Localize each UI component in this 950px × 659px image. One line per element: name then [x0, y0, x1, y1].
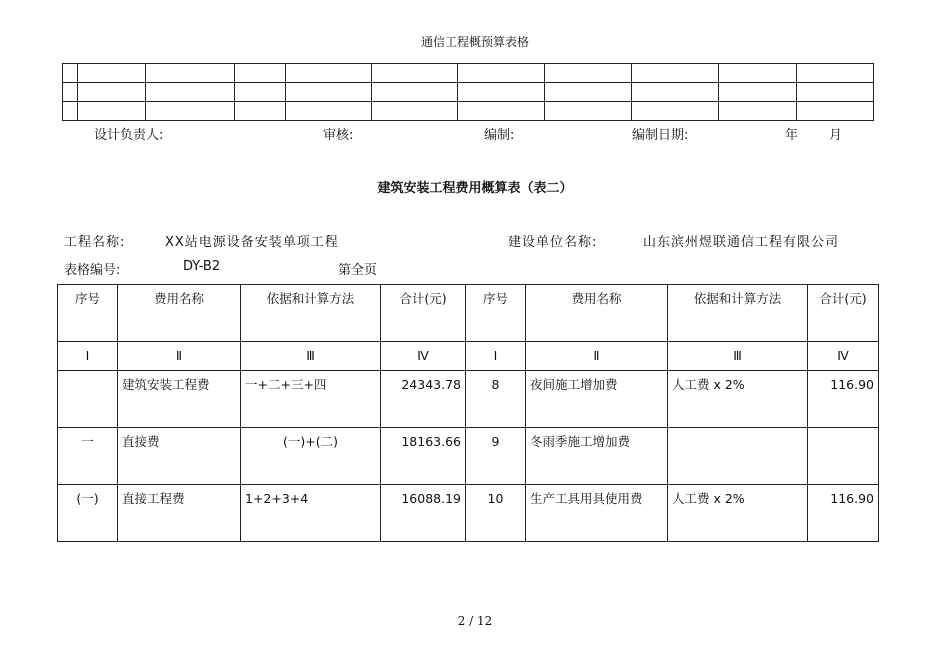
header-cell: 序号 — [466, 285, 526, 342]
designer-label: 设计负责人: — [94, 128, 164, 143]
table-row — [58, 371, 879, 428]
cost-name: 生产工具用具使用费 — [526, 485, 668, 542]
header-row — [58, 285, 879, 342]
grid-row — [63, 83, 874, 102]
total-amount — [808, 428, 879, 485]
roman-cell: Ⅰ — [58, 342, 118, 371]
roman-cell: Ⅳ — [808, 342, 879, 371]
sheet-title: 建筑安装工程费用概算表（表二） — [377, 181, 573, 196]
total-amount: 116.90 — [808, 485, 879, 542]
total-amount: 24343.78 — [381, 371, 466, 428]
reviewer-label: 审核: — [323, 128, 354, 143]
header-cell: 序号 — [58, 285, 118, 342]
page-number: 2 / 12 — [457, 614, 493, 628]
roman-cell: Ⅱ — [526, 342, 668, 371]
cost-table — [57, 284, 879, 542]
roman-cell: Ⅱ — [118, 342, 241, 371]
roman-cell: Ⅲ — [241, 342, 381, 371]
roman-cell: Ⅳ — [381, 342, 466, 371]
calc-method: 1+2+3+4 — [241, 485, 381, 542]
grid-row — [63, 102, 874, 121]
header-cell: 费用名称 — [118, 285, 241, 342]
header-cell: 依据和计算方法 — [241, 285, 381, 342]
header-cell: 合计(元) — [381, 285, 466, 342]
cost-name: 夜间施工增加费 — [526, 371, 668, 428]
roman-cell: Ⅲ — [668, 342, 808, 371]
calc-method: 一+二+三+四 — [241, 371, 381, 428]
cost-name: 建筑安装工程费 — [118, 371, 241, 428]
calc-method: 人工费 x 2% — [668, 371, 808, 428]
cost-name: 直接工程费 — [118, 485, 241, 542]
header-cell: 依据和计算方法 — [668, 285, 808, 342]
client-unit-value: 山东滨州煜联通信工程有限公司 — [643, 235, 840, 250]
client-unit-label: 建设单位名称: — [508, 235, 598, 250]
page-header: 通信工程概预算表格 — [420, 35, 529, 49]
row-index — [58, 371, 118, 428]
total-amount: 18163.66 — [381, 428, 466, 485]
table-code-value: DY-B2 — [183, 259, 221, 274]
roman-cell: Ⅰ — [466, 342, 526, 371]
roman-row — [58, 342, 879, 371]
calc-method: 人工费 x 2% — [668, 485, 808, 542]
row-index: 8 — [466, 371, 526, 428]
row-index: 一 — [58, 428, 118, 485]
header-cell: 费用名称 — [526, 285, 668, 342]
grid-row — [63, 64, 874, 83]
header-cell: 合计(元) — [808, 285, 879, 342]
calc-method — [668, 428, 808, 485]
date-label: 编制日期: — [632, 128, 689, 143]
total-amount: 116.90 — [808, 371, 879, 428]
project-name-value: XX站电源设备安装单项工程 — [165, 235, 339, 250]
year-label: 年 — [785, 128, 799, 143]
cost-name: 直接费 — [118, 428, 241, 485]
table-row — [58, 485, 879, 542]
month-label: 月 — [829, 128, 843, 143]
table-code-label: 表格编号: — [64, 263, 121, 278]
total-amount: 16088.19 — [381, 485, 466, 542]
signature-grid — [62, 63, 874, 121]
project-name-label: 工程名称: — [64, 235, 126, 250]
row-index: (一) — [58, 485, 118, 542]
cost-name: 冬雨季施工增加费 — [526, 428, 668, 485]
row-index: 9 — [466, 428, 526, 485]
table-row — [58, 428, 879, 485]
row-index: 10 — [466, 485, 526, 542]
calc-method: (一)+(二) — [241, 428, 381, 485]
page-count-label: 第全页 — [338, 263, 378, 278]
compiler-label: 编制: — [484, 128, 515, 143]
